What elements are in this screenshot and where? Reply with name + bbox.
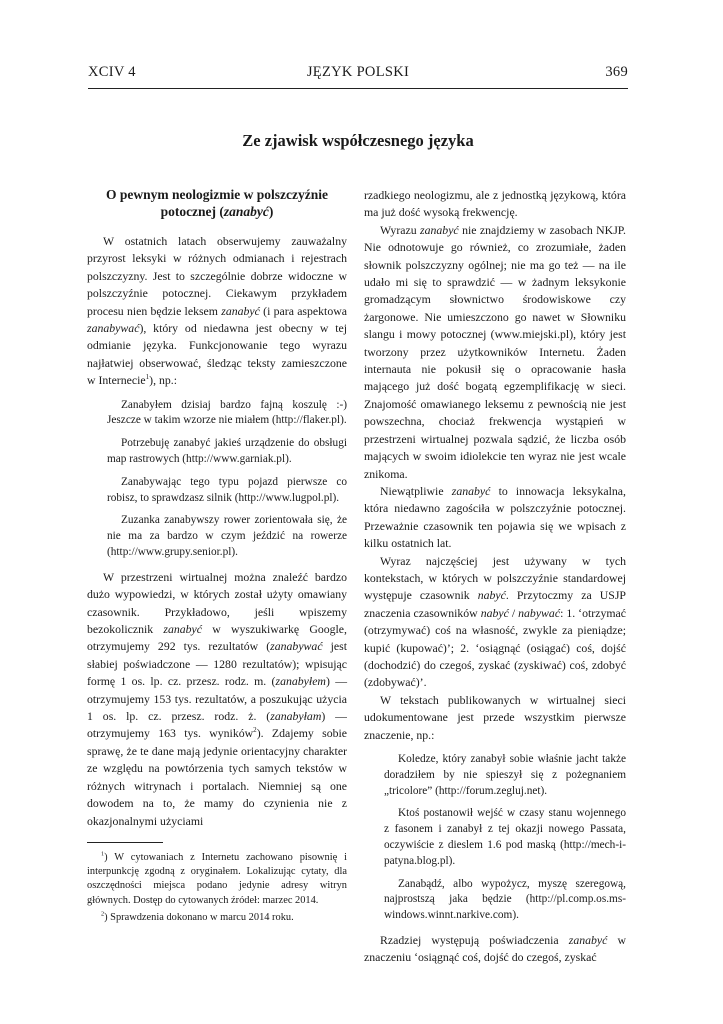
- paragraph: W tekstach publikowanych w wirtualnej sieci udokumentowane jest przede wszystkim pierwsze znaczenie, np.:: [364, 692, 626, 742]
- page-number: 369: [605, 64, 628, 80]
- journal-volume: XCIV 4: [88, 64, 136, 80]
- paragraph: W ostatnich latach obserwujemy zauważalny przyrost leksyki w różnych odmianach i rejestrach polszczyzny. Jest to szczególnie dobrze widoczne w polszczyźnie potocznej. Ciekawym przykładem procesu nien będzie leksem zanabyć (i para aspektowa zanabywać), który od niedawna jest obecny w tej odmianie języka. Funkcjonowanie tego wyrazu najłatwiej obserwować, śledząc teksty zamieszczone w Internecie$^1$), np.:: [87, 234, 347, 388]
- header-rule: [88, 88, 628, 89]
- footnote-ref: 1: [145, 373, 150, 382]
- right-column: [364, 187, 626, 967]
- quote-block: [107, 398, 347, 561]
- footnote-ref: 2: [253, 726, 257, 735]
- footnote-rule: [87, 842, 163, 843]
- journal-title: JĘZYK POLSKI: [306, 64, 410, 80]
- article-title: O pewnym neologizmie w polszczyźnie potocznej (zanabyć): [106, 187, 328, 219]
- footnote: $^2$) Sprawdzenia dokonano w marcu 2014 roku.: [101, 910, 294, 923]
- quote: Zanabyłem dzisiaj bardzo fajną koszulę :-) Jeszcze w takim wzorze nie miałem (http://flaker.pl).: [107, 398, 347, 427]
- quote: Potrzebuję zanabyć jakieś urządzenie do obsługi map rastrowych (http://www.garniak.pl).: [107, 437, 347, 466]
- paragraph: Wyraz najczęściej jest używany w tych kontekstach, w których w polszczyźnie standardowej występuje czasownik nabyć. Przytoczmy za USJP znaczenia czasowników nabyć / nabywać: 1. ‘otrzymać (otrzymywać) coś na własność, zwykle za pieniądze; kupić (kupować)’; 2. ‘osiągnąć (osiągać) coś, dojść (dochodzić) do czegoś, zyskać (zyskiwać) coś, zdobyć (zdobywać)’.: [364, 553, 626, 690]
- section-title: Ze zjawisk współczesnego języka: [242, 131, 474, 150]
- running-header: [88, 64, 628, 86]
- paragraph: Niewątpliwie zanabyć to innowacja leksykalna, która niedawno zagościła w polszczyźnie potocznej. Przeważnie czasownik ten pojawia się we wpisach z kilku ostatnich lat.: [364, 483, 626, 551]
- quote-block: [384, 752, 626, 924]
- paragraph: Rzadziej występują poświadczenia zanabyć w znaczeniu ‘osiągnąć coś, dojść do czegoś, zyskać: [364, 932, 627, 965]
- footnote: $^1$) W cytowaniach z Internetu zachowano pisownię i interpunkcję zgodną z oryginałem. Lokalizując cytaty, dla oszczędności miejsca podano jedynie adresy witryn głównych. Dostęp do cytowanych źródeł: marzec 2014.: [87, 850, 347, 906]
- quote: Zanabądź, albo wypożycz, myszę szeregową, najprostszą jaka będzie (http://pl.comp.os.ms-windows.winnt.narkive.com).: [384, 877, 626, 922]
- left-column: [87, 186, 347, 928]
- paragraph: Wyrazu zanabyć nie znajdziemy w zasobach NKJP. Nie odnotowuje go również, co zrozumiałe, żaden słownik polszczyzny ogólnej; nie ma go też — na ile udało mi się to sprawdzić — w żadnym leksykonie gromadzącym słownictwo środowiskowe czy żargonowe. Nie umieszczono go nawet w Słowniku slangu i mowy potocznej (www.miejski.pl), który jest tworzony przez użytkowników Internetu. Żaden internauta nie pokusił się o opracowanie hasła mającego już dość bogatą egzemplifikację w sieci. Znajomość omawianego leksemu z pewnością nie jest powszechna, chociaż frekwencja wystąpień w przestrzeni wirtualnej pozwala sądzić, że liczba osób mających w swoim idiolekcie ten wyraz nie jest wcale znikoma.: [364, 222, 626, 481]
- footnotes: [87, 851, 347, 925]
- quote: Zuzanka zanabywszy rower zorientowała się, że nie ma za bardzo w czym jeździć na rowerze (http://www.grupy.senior.pl).: [107, 514, 347, 559]
- quote: Ktoś postanowił wejść w czasy stanu wojennego z fasonem i zanabył z tej okazji nowego Passata, oczywiście z dieslem 1.6 pod maską (http://mech-i-patyna.blog.pl).: [384, 807, 626, 867]
- quote: Koledze, który zanabył sobie właśnie jacht także doradziłem by nie spieszył się z pożegnaniem „tricolore” (http://forum.zegluj.net).: [384, 753, 626, 797]
- quote: Zanabywając tego typu pojazd pierwsze co robisz, to sprawdzasz silnik (http://www.lugpol.pl).: [107, 475, 347, 504]
- paragraph: W przestrzeni wirtualnej można znaleźć bardzo dużo wypowiedzi, w których został użyty omawiany czasownik. Przykładowo, jeśli wpiszemy bezokolicznik zanabyć w wyszukiwarkę Google, otrzymujemy 292 tys. rezultatów (zanabywać jest słabiej poświadczone — 1280 rezultatów); wpisując formę 1 os. lp. cz. przesz. rodz. m. (zanabyłem) — otrzymujemy 153 tys. rezultatów, a poszukując użycia 1 os. lp. cz. przesz. rodz. ż. (zanabyłam) — otrzymujemy 163 tys. wyników$^2$). Zdajemy sobie sprawę, że te dane mają jedynie orientacyjny charakter ze względu na powtórzenia tych samych tekstów w różnych witrynach i portalach. Niemniej są one dowodem na to, że mamy do czynienia nie z okazjonalnymi użyciami: [87, 569, 347, 828]
- paragraph: rzadkiego neologizmu, ale z jednostką językową, która ma już dość wysoką frekwencję.: [364, 188, 626, 220]
